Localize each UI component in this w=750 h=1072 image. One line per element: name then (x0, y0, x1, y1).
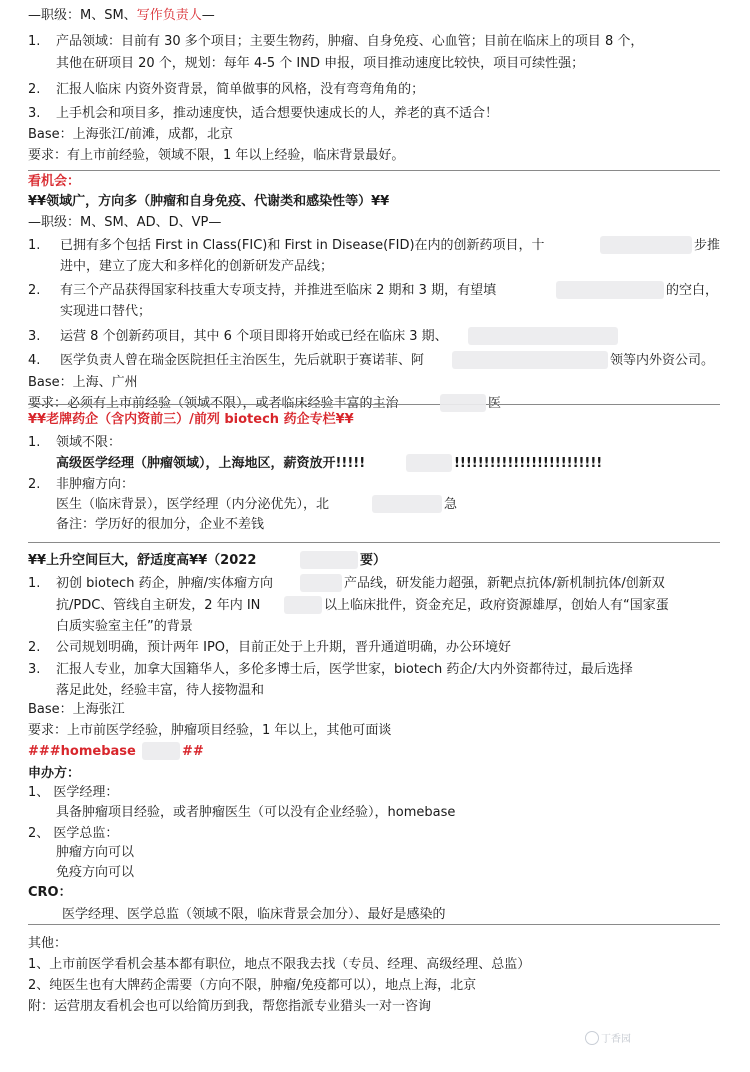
s3-item-2: 非肿瘤方向： (56, 477, 135, 492)
s4-requirement: 要求：上市前医学经验，肿瘤项目经验，1 年以上，其他可面谈 (28, 723, 392, 738)
watermark-text: 丁香园 (601, 1034, 631, 1045)
s1-item-1-line-b: 其他在研项目 20 个，规划：每年 4-5 个 IND 申报，项目推动速度比较快，项目可续性强； (56, 56, 585, 71)
s6-item-2: 2、纯医生也有大牌药企需要（方向不限，肿瘤/免疫都可以），地点上海，北京 (28, 978, 477, 993)
s2-item-4: 医学负责人曾在瑞金医院担任主治医生，先后就职于赛诺菲、阿 (60, 353, 425, 368)
s4-item-1-line-b-end: 以上临床批件，资金充足，政府资源雄厚，创始人有“国家蛋 (324, 598, 669, 613)
redaction-patch (142, 742, 180, 760)
s2-base: Base：上海、广州 (28, 375, 138, 390)
s2-item-1-line-b: 进中，建立了庞大和多样化的创新研发产品线； (60, 259, 334, 274)
s2-requirement-end: 医 (488, 396, 502, 411)
redaction-patch (284, 596, 322, 614)
redaction-patch (300, 574, 342, 592)
s2-item-2-number: 2. (28, 283, 41, 298)
s1-item-2-number: 2. (28, 82, 41, 97)
s2-item-3-number: 3. (28, 329, 41, 344)
redaction-patch (556, 281, 664, 299)
s5-heading-end: ## (182, 744, 204, 759)
s3-item-2-number: 2. (28, 477, 41, 492)
watermark-logo-icon (585, 1031, 599, 1045)
divider (28, 542, 720, 543)
s3-heading: ¥¥老牌药企（含内资前三）/前列 biotech 药企专栏¥¥ (28, 412, 354, 427)
s4-heading: ¥¥上升空间巨大，舒适度高¥¥（2022 (28, 553, 257, 568)
s4-item-1-line-c: 白质实验室主任”的背景 (56, 619, 193, 634)
redaction-patch (440, 394, 486, 412)
s5-heading: ###homebase (28, 744, 136, 759)
s4-base: Base：上海张江 (28, 702, 125, 717)
s4-item-1-number: 1. (28, 576, 41, 591)
s4-item-3-line-a: 汇报人专业，加拿大国籍华人，多伦多博士后，医学世家，biotech 药企/大内外资都待过，最后选择 (56, 662, 633, 677)
s3-item-1-detail: 高级医学经理（肿瘤领域），上海地区，薪资放开!!!!! (56, 456, 366, 471)
s2-item-1-number: 1. (28, 238, 41, 253)
s2-heading: ¥¥领域广，方向多（肿瘤和自身免疫、代谢类和感染性等）¥¥ (28, 194, 390, 209)
s4-heading-end: 要） (360, 553, 387, 568)
s1-item-2: 汇报人临床 内资外资背景，简单做事的风格，没有弯弯角角的； (56, 82, 425, 97)
s4-item-2-number: 2. (28, 640, 41, 655)
s2-item-4-number: 4. (28, 353, 41, 368)
s2-item-1-line-a: 已拥有多个包括 First in Class(FIC)和 First in Disease(FID)在内的创新药项目，十 (60, 238, 545, 253)
redaction-patch (300, 551, 358, 569)
s3-item-2-detail-end: 急 (444, 497, 458, 512)
s1-item-1-number: 1. (28, 34, 41, 49)
redaction-patch (468, 327, 618, 345)
s4-item-3-line-b: 落足此处，经验丰富，待人接物温和 (56, 683, 265, 698)
s3-item-1: 领域不限： (56, 435, 122, 450)
s1-level-highlight: 写作负责人 (136, 8, 202, 23)
s5-cro-detail: 医学经理、医学总监（领域不限，临床背景会加分）、最好是感染的 (62, 907, 446, 922)
s6-title: 其他： (28, 936, 68, 951)
s5-item-1: 1、 医学经理： (28, 785, 119, 800)
redaction-patch (600, 236, 692, 254)
s6-note: 附：运营朋友看机会也可以给简历到我，帮您指派专业猎头一对一咨询 (28, 999, 432, 1014)
s5-item-2: 2、 医学总监： (28, 826, 119, 841)
s4-item-3-number: 3. (28, 662, 41, 677)
s2-item-2-line-b: 实现进口替代； (60, 304, 152, 319)
s5-cro: CRO： (28, 885, 72, 900)
s5-item-2-line-b: 免疫方向可以 (56, 865, 135, 880)
redaction-patch (372, 495, 442, 513)
s4-item-1-line-b: 抗/PDC、管线自主研发，2 年内 IN (56, 598, 261, 613)
s4-item-2: 公司规划明确，预计两年 IPO，目前正处于上升期，晋升通道明确，办公环境好 (56, 640, 512, 655)
s5-item-1-detail: 具备肿瘤项目经验，或者肿瘤医生（可以没有企业经验），homebase (56, 805, 456, 820)
s2-item-2-line-a: 有三个产品获得国家科技重大专项支持，并推进至临床 2 期和 3 期，有望填 (60, 283, 497, 298)
redaction-patch (406, 454, 452, 472)
s2-item-3: 运营 8 个创新药项目，其中 6 个项目即将开始或已经在临床 3 期、 (60, 329, 448, 344)
divider (28, 404, 720, 405)
s2-item-2-line-a-end: 的空白， (666, 283, 719, 298)
s3-item-2-detail: 医生（临床背景），医学经理（内分泌优先），北 (56, 497, 330, 512)
s1-base: Base：上海张江/前滩，成都，北京 (28, 127, 234, 142)
s4-item-1-line-a-end: 产品线，研发能力超强，新靶点抗体/新机制抗体/创新双 (344, 576, 665, 591)
s1-item-3-number: 3. (28, 106, 41, 121)
s6-item-1: 1、上市前医学看机会基本都有职位，地点不限我去找（专员、经理、高级经理、总监） (28, 957, 531, 972)
s3-note: 备注：学历好的很加分，企业不差钱 (56, 517, 265, 532)
s2-item-4-end: 领等内外资公司。 (610, 353, 715, 368)
s2-item-1-line-a-end: 步推 (694, 238, 721, 253)
s1-item-3: 上手机会和项目多，推动速度快，适合想要快速成长的人，养老的真不适合！ (56, 106, 499, 121)
s1-requirement: 要求：有上市前经验，领域不限，1 年以上经验，临床背景最好。 (28, 148, 405, 163)
s2-requirement: 要求：必须有上市前经验（领域不限），或者临床经验丰富的主治 (28, 396, 399, 411)
s2-level-line: —职级：M、SM、AD、D、VP— (28, 215, 222, 230)
s5-sponsor: 申办方： (28, 766, 81, 781)
s1-item-1-line-a: 产品领域：目前有 30 多个项目；主要生物药，肿瘤、自身免疫、心血管；目前在临床上的项目 8 个， (56, 34, 644, 49)
s4-item-1-line-a: 初创 biotech 药企，肿瘤/实体瘤方向 (56, 576, 273, 591)
s5-item-2-line-a: 肿瘤方向可以 (56, 845, 135, 860)
s1-level-line: —职级：M、SM、写作负责人— (28, 8, 215, 23)
divider (28, 924, 720, 925)
s2-title: 看机会： (28, 174, 81, 189)
s3-item-1-detail-end: !!!!!!!!!!!!!!!!!!!!!!!!! (454, 456, 603, 471)
redaction-patch (452, 351, 608, 369)
s3-item-1-number: 1. (28, 435, 41, 450)
divider (28, 170, 720, 171)
